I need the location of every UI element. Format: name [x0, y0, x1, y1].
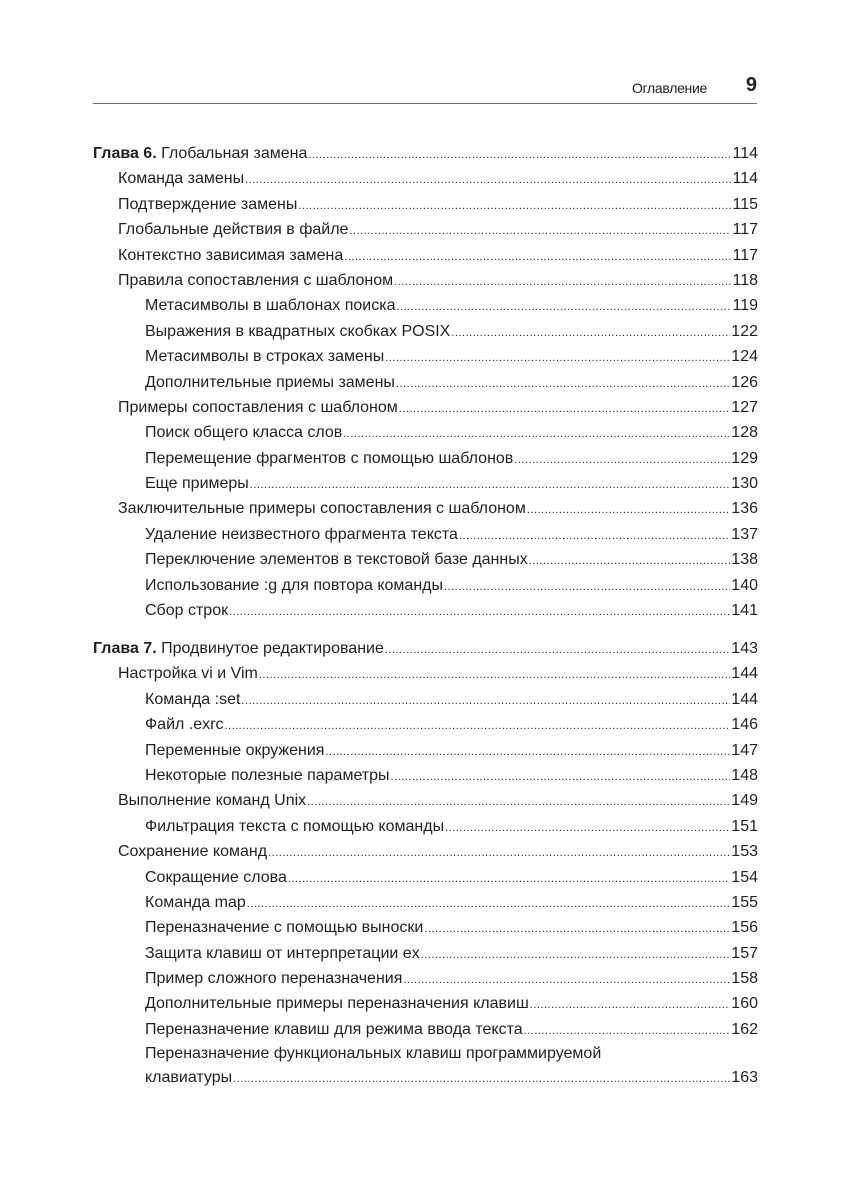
- toc-entry[interactable]: [93, 661, 758, 686]
- toc-page-number: 114: [732, 145, 758, 162]
- toc-entry[interactable]: [93, 217, 758, 242]
- dot-leader: [424, 915, 730, 942]
- toc-entry[interactable]: [93, 446, 758, 471]
- dot-leader: [298, 192, 731, 219]
- toc-entry-label: Настройка vi и Vim: [118, 665, 258, 683]
- toc-entry-label: Сбор строк: [145, 602, 229, 620]
- toc-entry[interactable]: [93, 915, 758, 940]
- page-number: 9: [745, 74, 757, 96]
- toc-entry-label: Примеры сопоставления с шаблоном: [118, 398, 398, 416]
- toc-entry-label: Переназначение клавиш для режима ввода текста: [145, 1020, 523, 1038]
- dot-leader: [451, 319, 730, 346]
- toc-entry-label: Правила сопоставления с шаблоном: [118, 271, 394, 289]
- toc-entry[interactable]: [93, 814, 758, 839]
- toc-page-number: 118: [732, 271, 758, 289]
- dot-leader: [396, 370, 730, 397]
- dot-leader: [259, 661, 730, 688]
- toc-entry-label: Поиск общего класса слов: [145, 424, 343, 442]
- toc-page-number: 157: [731, 944, 758, 962]
- toc-entry-label: [93, 636, 384, 661]
- dot-leader: [396, 293, 731, 320]
- toc-entry[interactable]: [93, 712, 758, 737]
- dot-leader: [233, 1066, 730, 1091]
- toc-entry-label-line[interactable]: Переназначение функциональных клавиш программируемой: [145, 1045, 602, 1063]
- toc-entry[interactable]: [93, 166, 758, 191]
- chapter-title: Продвинутое редактирование: [161, 640, 384, 658]
- toc-entry-label: Метасимволы в шаблонах поиска: [145, 297, 396, 315]
- toc-entry[interactable]: [93, 243, 758, 268]
- toc-page-number: 156: [731, 919, 758, 937]
- toc-entry[interactable]: [93, 293, 758, 318]
- dot-leader: [524, 1017, 731, 1044]
- toc-entry-label: Переназначение с помощью выноски: [145, 919, 424, 937]
- toc-page-number: 126: [731, 373, 758, 391]
- toc-page-number: 160: [731, 995, 758, 1013]
- toc-entry[interactable]: [93, 839, 758, 864]
- toc-entry-label: Заключительные примеры сопоставления с шаблоном: [118, 500, 526, 518]
- toc-entry-label: Команда :set: [145, 690, 241, 708]
- toc-entry-label: Выполнение команд Unix: [118, 792, 307, 810]
- toc-page-number: 144: [731, 665, 758, 683]
- dot-leader: [241, 687, 730, 714]
- dot-leader: [527, 496, 730, 523]
- toc-page-number: 149: [731, 792, 758, 810]
- toc-entry[interactable]: [93, 496, 758, 521]
- dot-leader: [229, 598, 730, 625]
- toc-entry-label: Команда замены: [118, 170, 245, 188]
- toc-page-number: 140: [731, 576, 758, 594]
- toc-page-number: 163: [731, 1069, 758, 1087]
- toc-entry[interactable]: [93, 598, 758, 623]
- dot-leader: [250, 471, 731, 498]
- toc-chapter-heading[interactable]: [93, 141, 758, 166]
- dot-leader: [268, 839, 730, 866]
- toc-entry-label: Команда map: [145, 893, 246, 911]
- toc-entry[interactable]: [93, 522, 758, 547]
- dot-leader: [391, 763, 731, 790]
- toc-page-number: 117: [732, 221, 758, 239]
- dot-leader: [247, 890, 731, 917]
- dot-leader: [444, 573, 730, 600]
- toc-page-number: 153: [731, 843, 758, 861]
- dot-leader: [529, 547, 731, 574]
- toc-entry-label: Фильтрация текста с помощью команды: [145, 817, 445, 835]
- toc-page-number: 155: [731, 893, 758, 911]
- toc-entry[interactable]: [93, 788, 758, 813]
- toc-page-number: 117: [732, 246, 758, 264]
- toc-entry-label: Перемещение фрагментов с помощью шаблонов: [145, 449, 514, 467]
- toc-chapter-heading[interactable]: [93, 636, 758, 661]
- dot-leader: [403, 966, 730, 993]
- toc-entry-label: Переменные окружения: [145, 741, 325, 759]
- toc-chapter: [93, 141, 758, 623]
- toc-entry[interactable]: [93, 319, 758, 344]
- toc-page-number: 130: [731, 475, 758, 493]
- toc-page-number: 127: [731, 398, 758, 416]
- toc-entry-label: Переключение элементов в текстовой базе данных: [145, 551, 528, 569]
- dot-leader: [394, 268, 731, 295]
- toc-entry-label: Метасимволы в строках замены: [145, 348, 385, 366]
- chapter-title: Глобальная замена: [161, 145, 308, 162]
- toc-entry-label: Защита клавиш от интерпретации ex: [145, 944, 420, 962]
- dot-leader: [421, 941, 731, 968]
- dot-leader: [530, 991, 731, 1018]
- toc-entry-label: Еще примеры: [145, 475, 249, 493]
- toc-entry-label: Некоторые полезные параметры: [145, 766, 390, 784]
- toc-entry[interactable]: [93, 344, 758, 369]
- toc-entry[interactable]: [93, 738, 758, 763]
- toc-entry-label: Пример сложного переназначения: [145, 970, 403, 988]
- dot-leader: [343, 420, 730, 447]
- running-head: [93, 74, 757, 104]
- toc-entry[interactable]: [93, 370, 758, 395]
- dot-leader: [224, 712, 730, 739]
- toc-page-number: 137: [731, 525, 758, 543]
- dot-leader: [385, 344, 730, 371]
- toc-page-number: 143: [731, 640, 758, 658]
- toc-page-number: 158: [731, 970, 758, 988]
- toc-entry-label: Выражения в квадратных скобках POSIX: [145, 322, 451, 340]
- toc-entry[interactable]: [93, 471, 758, 496]
- toc-entry[interactable]: [93, 573, 758, 598]
- table-of-contents: [93, 141, 758, 1103]
- toc-entry-label: Дополнительные примеры переназначения клавиш: [145, 995, 529, 1013]
- toc-page-number: 129: [731, 449, 758, 467]
- dot-leader: [349, 217, 731, 244]
- toc-entry[interactable]: [93, 1066, 758, 1090]
- toc-entry[interactable]: [93, 268, 758, 293]
- dot-leader: [459, 522, 730, 549]
- toc-page-number: 146: [731, 716, 758, 734]
- chapter-prefix: Глава 7.: [93, 640, 157, 658]
- toc-page-number: 124: [731, 348, 758, 366]
- dot-leader: [245, 166, 731, 193]
- toc-page-number: 128: [731, 424, 758, 442]
- toc-page-number: 147: [731, 741, 758, 759]
- toc-entry-label: Файл .exrc: [145, 716, 224, 734]
- toc-entry-label: Дополнительные приемы замены: [145, 373, 395, 391]
- toc-entry[interactable]: [93, 547, 758, 572]
- running-head-title: Оглавление: [631, 80, 707, 96]
- toc-page-number: 148: [731, 766, 758, 784]
- toc-entry-label: Сохранение команд: [118, 843, 268, 861]
- toc-entry-label: Использование :g для повтора команды: [145, 576, 443, 594]
- toc-entry-label: Удаление неизвестного фрагмента текста: [145, 525, 458, 543]
- toc-entry[interactable]: [93, 890, 758, 915]
- toc-entry[interactable]: [93, 192, 758, 217]
- dot-leader: [307, 788, 730, 815]
- chapter-prefix: Глава 6.: [93, 145, 157, 162]
- toc-entry-label: Сокращение слова: [145, 868, 287, 886]
- toc-entry-label: Контекстно зависимая замена: [118, 246, 344, 264]
- toc-entry[interactable]: [93, 395, 758, 420]
- toc-page-number: 122: [731, 322, 758, 340]
- toc-entry[interactable]: [93, 1017, 758, 1042]
- dot-leader: [308, 141, 731, 168]
- toc-entry[interactable]: [93, 420, 758, 445]
- toc-page-number: 151: [731, 817, 758, 835]
- toc-entry-label: Глобальные действия в файле: [118, 221, 349, 239]
- toc-page-number: 141: [731, 602, 758, 620]
- toc-entry[interactable]: [93, 966, 758, 991]
- toc-page-number: 136: [731, 500, 758, 518]
- dot-leader: [288, 865, 730, 892]
- dot-leader: [385, 636, 730, 663]
- toc-entry[interactable]: [93, 687, 758, 712]
- toc-entry[interactable]: [93, 763, 758, 788]
- toc-entry[interactable]: [93, 941, 758, 966]
- toc-entry-label: Подтверждение замены: [118, 195, 298, 213]
- toc-page-number: 114: [732, 170, 758, 188]
- dot-leader: [344, 243, 731, 270]
- toc-page-number: 138: [731, 551, 758, 569]
- toc-entry[interactable]: [93, 991, 758, 1016]
- toc-page-number: 162: [731, 1020, 758, 1038]
- toc-entry-label: клавиатуры: [145, 1069, 233, 1087]
- dot-leader: [399, 395, 731, 422]
- toc-page-number: 119: [732, 297, 758, 315]
- toc-chapter: [93, 636, 758, 1090]
- dot-leader: [325, 738, 730, 765]
- dot-leader: [445, 814, 730, 841]
- toc-page-number: 144: [731, 690, 758, 708]
- dot-leader: [514, 446, 730, 473]
- toc-page-number: 154: [731, 868, 758, 886]
- toc-entry[interactable]: [93, 865, 758, 890]
- toc-entry-label: [93, 141, 307, 166]
- toc-page-number: 115: [732, 195, 758, 213]
